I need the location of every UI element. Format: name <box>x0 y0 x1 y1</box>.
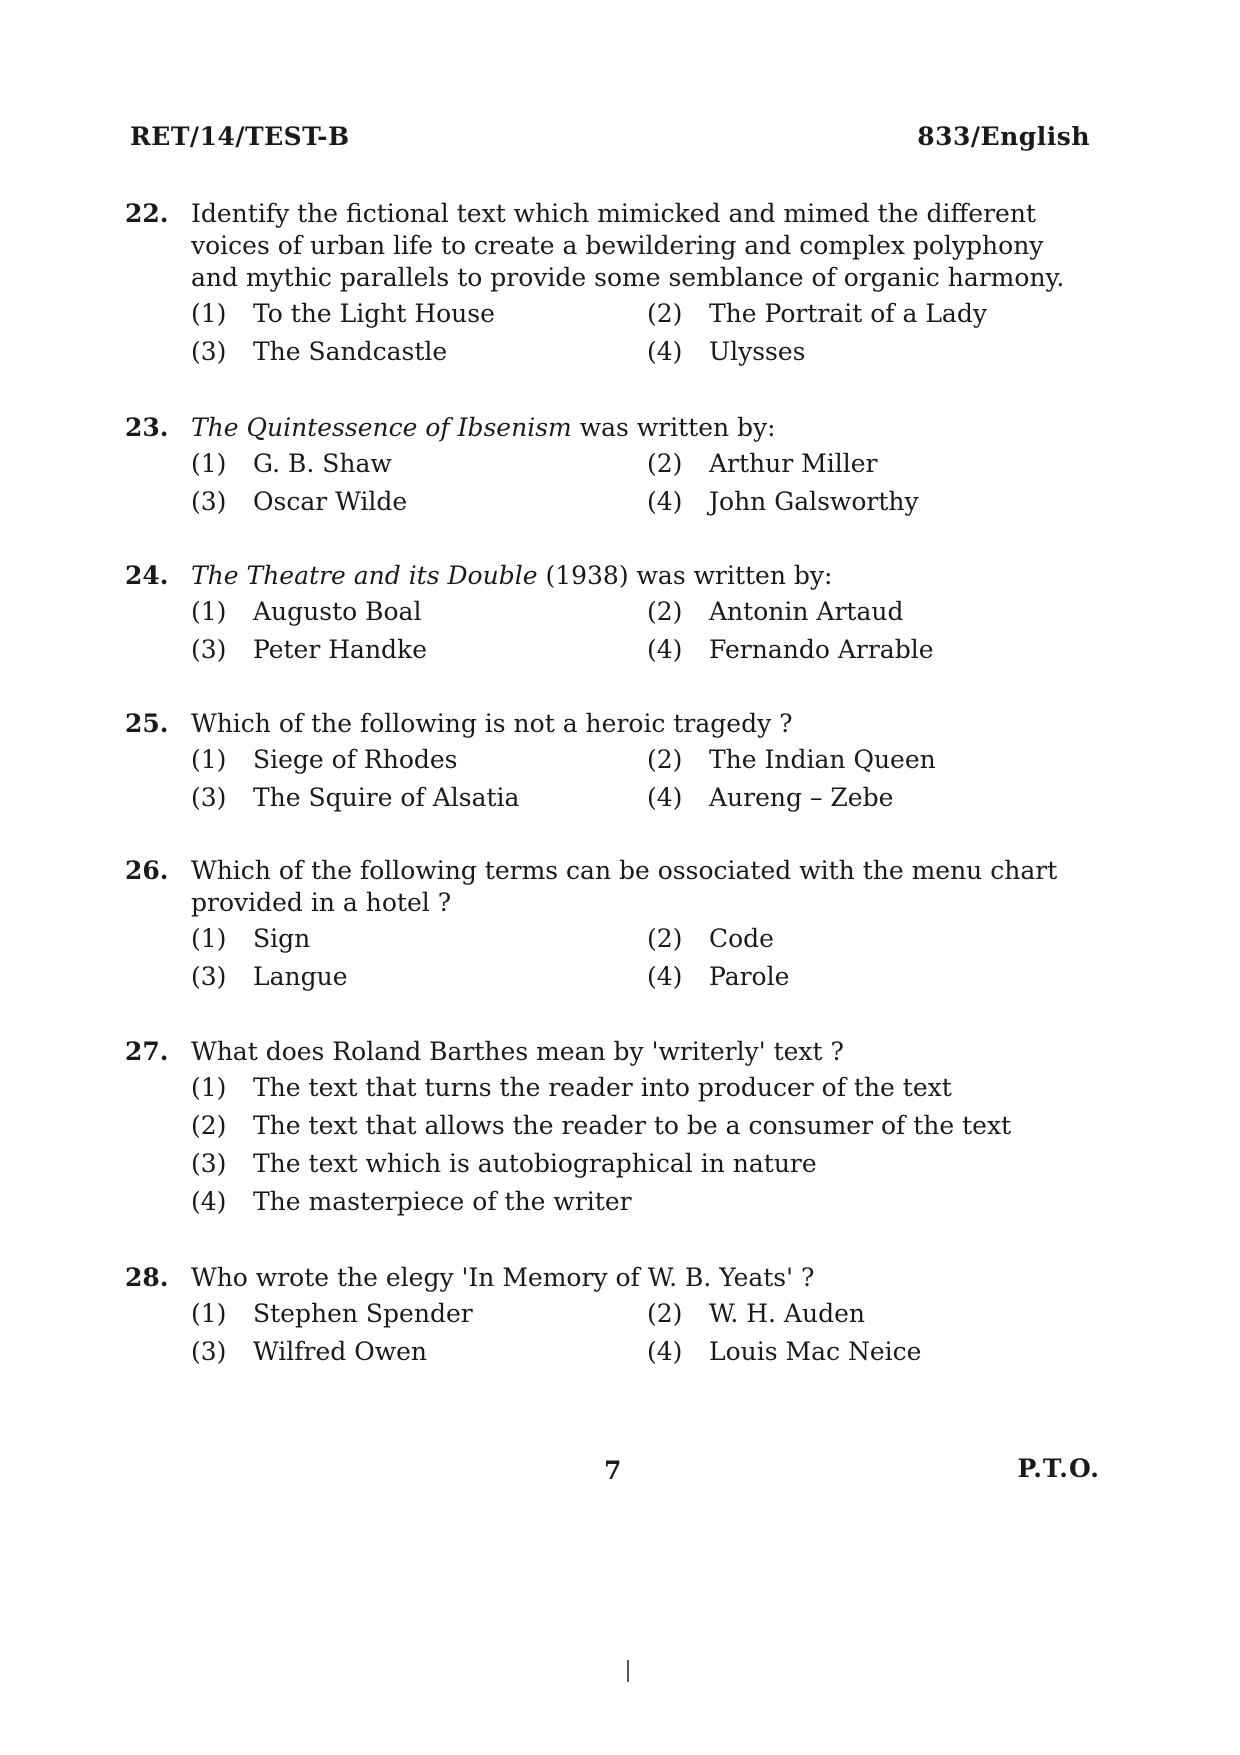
option-text: Oscar Wilde <box>253 487 408 516</box>
question-text-rest: (1938) was written by: <box>537 561 833 590</box>
option-number: (4) <box>647 1337 683 1366</box>
question-text: What does Roland Barthes mean by 'writerly' text ? <box>191 1037 844 1066</box>
option-3 <box>191 634 647 666</box>
option-number: (2) <box>647 597 683 626</box>
options <box>191 448 1095 518</box>
option-text: The text which is autobiographical in nature <box>253 1149 817 1178</box>
option-number: (4) <box>647 783 683 812</box>
option-number: (4) <box>647 962 683 991</box>
option-number: (3) <box>191 783 227 812</box>
question-28 <box>125 1262 1095 1368</box>
option-number: (1) <box>191 1299 227 1328</box>
option-2 <box>647 1298 1095 1330</box>
question-23 <box>125 412 1095 518</box>
option-1 <box>191 923 647 955</box>
question-number: 26. <box>125 856 169 885</box>
option-number: (1) <box>191 1073 227 1102</box>
option-text: Code <box>709 924 774 953</box>
option-number: (1) <box>191 597 227 626</box>
option-text: The Squire of Alsatia <box>253 783 520 812</box>
option-number: (1) <box>191 745 227 774</box>
option-number: (3) <box>191 487 227 516</box>
option-number: (4) <box>647 337 683 366</box>
option-3 <box>191 1148 1095 1180</box>
option-2 <box>191 1110 1095 1142</box>
work-title: The Theatre and its Double <box>191 561 538 590</box>
option-1 <box>191 744 647 776</box>
option-text: Ulysses <box>709 337 806 366</box>
option-text: The text that allows the reader to be a consumer of the text <box>253 1111 1012 1140</box>
option-number: (3) <box>191 337 227 366</box>
option-1 <box>191 596 647 628</box>
option-text: Augusto Boal <box>253 597 422 626</box>
option-number: (1) <box>191 924 227 953</box>
option-3 <box>191 336 647 368</box>
option-text: Sign <box>253 924 311 953</box>
options <box>191 596 1095 666</box>
option-3 <box>191 782 647 814</box>
option-text: To the Light House <box>253 299 495 328</box>
question-text <box>191 560 1095 592</box>
option-4 <box>647 486 1095 518</box>
option-number: (2) <box>647 924 683 953</box>
question-number: 23. <box>125 413 169 442</box>
option-1 <box>191 1298 647 1330</box>
options <box>191 923 1095 993</box>
page-number: 7 <box>604 1456 622 1485</box>
question-number: 27. <box>125 1037 169 1066</box>
question-text-rest: was written by: <box>571 413 776 442</box>
question-text: Who wrote the elegy 'In Memory of W. B. Yeats' ? <box>191 1263 815 1292</box>
option-2 <box>647 744 1095 776</box>
option-number: (3) <box>191 1337 227 1366</box>
option-text: Fernando Arrable <box>709 635 934 664</box>
option-text: Peter Handke <box>253 635 427 664</box>
option-1 <box>191 1072 1095 1104</box>
option-4 <box>191 1186 1095 1218</box>
option-text: Antonin Artaud <box>709 597 904 626</box>
option-4 <box>647 634 1095 666</box>
option-text: The text that turns the reader into producer of the text <box>253 1073 952 1102</box>
option-number: (2) <box>191 1111 227 1140</box>
option-number: (3) <box>191 1149 227 1178</box>
option-text: Siege of Rhodes <box>253 745 458 774</box>
option-number: (2) <box>647 449 683 478</box>
option-number: (4) <box>647 487 683 516</box>
option-3 <box>191 961 647 993</box>
question-25 <box>125 708 1095 814</box>
question-text: Identify the fictional text which mimicked and mimed the different voices of urban life to create a bewildering and complex polyphony and mythic parallels to provide some semblance of organic harmony. <box>191 199 1065 292</box>
option-text: Parole <box>709 962 790 991</box>
option-text: Louis Mac Neice <box>709 1337 922 1366</box>
options <box>191 298 1095 368</box>
option-number: (1) <box>191 299 227 328</box>
option-text: John Galsworthy <box>709 487 919 516</box>
question-text: Which of the following is not a heroic tragedy ? <box>191 709 793 738</box>
option-3 <box>191 1336 647 1368</box>
option-2 <box>647 448 1095 480</box>
option-2 <box>647 596 1095 628</box>
option-number: (4) <box>191 1187 227 1216</box>
option-number: (3) <box>191 962 227 991</box>
option-text: G. B. Shaw <box>253 449 392 478</box>
option-1 <box>191 298 647 330</box>
question-number: 22. <box>125 199 169 228</box>
option-text: The Portrait of a Lady <box>709 299 987 328</box>
option-2 <box>647 298 1095 330</box>
option-number: (2) <box>647 745 683 774</box>
option-number: (2) <box>647 299 683 328</box>
pto-label: P.T.O. <box>1017 1454 1100 1483</box>
option-text: The Sandcastle <box>253 337 448 366</box>
subject-code: 833/English <box>917 122 1090 151</box>
options <box>191 744 1095 814</box>
option-4 <box>647 961 1095 993</box>
work-title: The Quintessence of Ibsenism <box>191 413 572 442</box>
option-text: Wilfred Owen <box>253 1337 427 1366</box>
option-number: (4) <box>647 635 683 664</box>
option-text: The Indian Queen <box>709 745 936 774</box>
question-22 <box>125 198 1095 368</box>
option-4 <box>647 1336 1095 1368</box>
paper-code: RET/14/TEST-B <box>130 122 350 151</box>
question-24 <box>125 560 1095 666</box>
option-number: (3) <box>191 635 227 664</box>
option-text: Arthur Miller <box>709 449 878 478</box>
option-number: (2) <box>647 1299 683 1328</box>
options <box>191 1072 1095 1218</box>
question-text <box>191 412 1095 444</box>
option-4 <box>647 782 1095 814</box>
option-number: (1) <box>191 449 227 478</box>
option-text: Langue <box>253 962 348 991</box>
question-number: 25. <box>125 709 169 738</box>
option-text: W. H. Auden <box>709 1299 865 1328</box>
option-text: Aureng – Zebe <box>709 783 894 812</box>
option-text: Stephen Spender <box>253 1299 473 1328</box>
option-4 <box>647 336 1095 368</box>
question-text: Which of the following terms can be ossociated with the menu chart provided in a hotel ? <box>191 856 1058 917</box>
option-text: The masterpiece of the writer <box>253 1187 632 1216</box>
option-1 <box>191 448 647 480</box>
question-number: 28. <box>125 1263 169 1292</box>
question-number: 24. <box>125 561 169 590</box>
option-2 <box>647 923 1095 955</box>
options <box>191 1298 1095 1368</box>
scan-mark <box>627 1660 629 1682</box>
question-27 <box>125 1036 1095 1218</box>
option-3 <box>191 486 647 518</box>
question-26 <box>125 855 1095 993</box>
